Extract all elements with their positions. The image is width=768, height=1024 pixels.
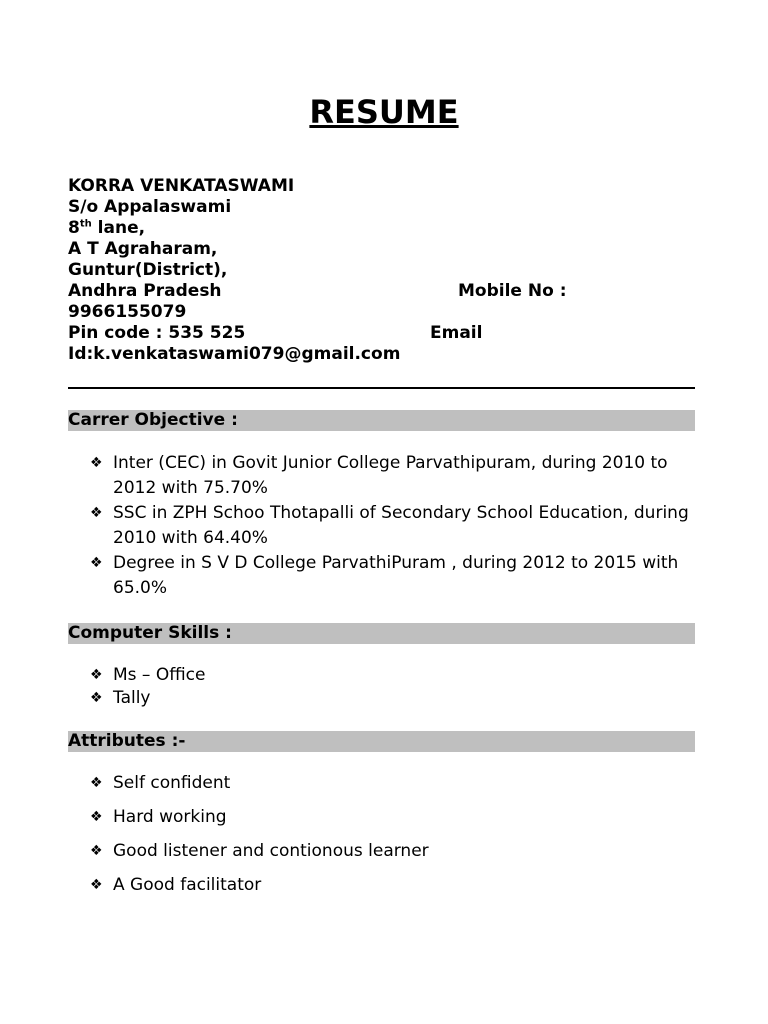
- list-item: [90, 501, 693, 551]
- diamond-bullet-icon: ❖: [90, 809, 103, 825]
- mobile-number: 9966155079: [68, 302, 187, 322]
- lane-suffix: th: [79, 218, 92, 230]
- list-item: [90, 839, 693, 864]
- candidate-name: KORRA VENKATASWAMI: [68, 176, 295, 196]
- list-item-text: Hard working: [113, 807, 227, 827]
- email-id: Id:k.venkataswami079@gmail.com: [68, 344, 401, 364]
- diamond-bullet-icon: ❖: [90, 667, 103, 683]
- list-item: [90, 663, 693, 688]
- list-item-text: Self confident: [113, 773, 231, 793]
- list-item-text: SSC in ZPH Schoo Thotapalli of Secondary School Education, during 2010 with 64.40%: [113, 503, 689, 548]
- diamond-bullet-icon: ❖: [90, 690, 103, 706]
- email-label: Email: [430, 323, 483, 343]
- list-item: [90, 451, 693, 501]
- list-item: [90, 805, 693, 830]
- list-item: [90, 771, 693, 796]
- section-heading-objective: Carrer Objective :: [68, 410, 695, 431]
- diamond-bullet-icon: ❖: [90, 555, 103, 571]
- lane-number: 8: [68, 218, 80, 238]
- lane: [68, 218, 145, 239]
- state: Andhra Pradesh: [68, 281, 222, 301]
- list-item-text: Inter (CEC) in Govit Junior College Parvathipuram, during 2010 to 2012 with 75.70%: [113, 453, 668, 498]
- list-item: [90, 551, 693, 601]
- district: Guntur(District),: [68, 260, 228, 280]
- diamond-bullet-icon: ❖: [90, 775, 103, 791]
- list-item-text: Ms – Office: [113, 665, 206, 685]
- diamond-bullet-icon: ❖: [90, 843, 103, 859]
- diamond-bullet-icon: ❖: [90, 877, 103, 893]
- page-title: RESUME: [309, 93, 459, 131]
- area: A T Agraharam,: [68, 239, 218, 259]
- lane-text: lane,: [91, 218, 146, 238]
- pincode: Pin code : 535 525: [68, 323, 246, 343]
- list-item: [90, 873, 693, 898]
- list-item-text: Good listener and contionous learner: [113, 841, 429, 861]
- section-heading-attributes: Attributes :-: [68, 731, 695, 752]
- section-heading-skills: Computer Skills :: [68, 623, 695, 644]
- list-item: [90, 686, 693, 711]
- list-item-text: A Good facilitator: [113, 875, 262, 895]
- mobile-label: Mobile No :: [458, 281, 567, 301]
- divider-line: [68, 387, 695, 389]
- list-item-text: Tally: [113, 688, 151, 708]
- diamond-bullet-icon: ❖: [90, 455, 103, 471]
- parent-name: S/o Appalaswami: [68, 197, 232, 217]
- list-item-text: Degree in S V D College ParvathiPuram , during 2012 to 2015 with 65.0%: [113, 553, 679, 598]
- diamond-bullet-icon: ❖: [90, 505, 103, 521]
